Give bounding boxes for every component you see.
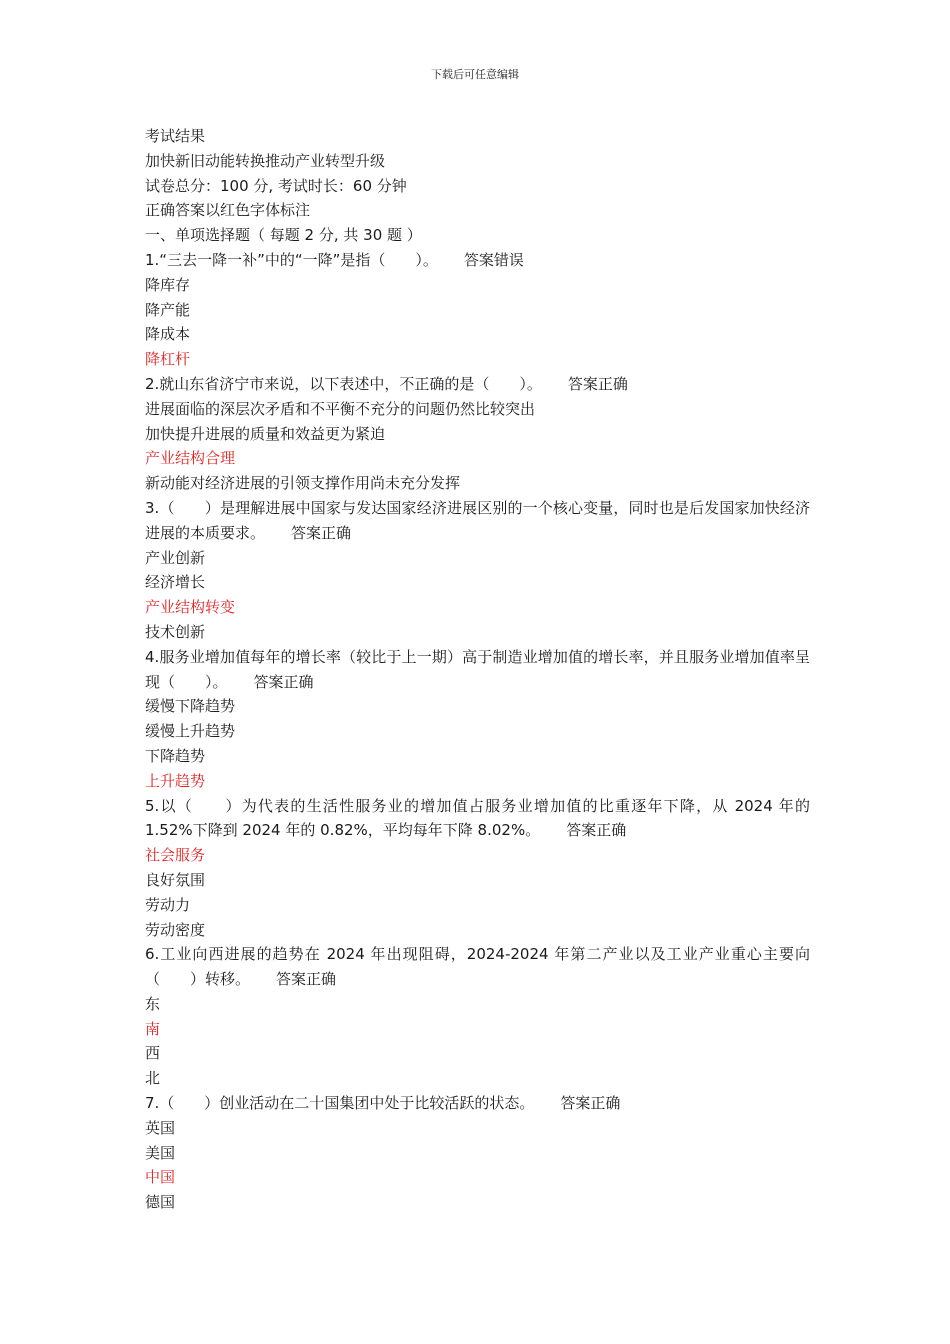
question-stem [145,794,810,844]
question-3 [145,496,810,645]
question-text: 7.（ ）创业活动在二十国集团中处于比较活跃的状态。 [145,1094,535,1113]
correct-option: 南 [145,1019,161,1038]
correct-option: 产业结构合理 [145,449,236,468]
question-text: 3.（ ）是理解进展中国家与发达国家经济进展区别的一个核心变量，同时也是后发国家加快经济进展的本质要求。 [145,498,810,542]
option: 降成本 [145,325,191,344]
answer-status: 答案正确 [567,374,628,393]
exam-title: 考试结果 [145,127,206,145]
option: 英国 [145,1118,176,1137]
question-text: 5.以（ ）为代表的生活性服务业的增加值占服务业增加值的比重逐年下降，从 2024 年的 1.52%下降到 2024 年的 0.82%，平均每年下降 8.02%。 [145,796,810,840]
option: 德国 [145,1193,176,1212]
page-header: 下载后可任意编辑 [431,68,519,81]
question-6 [145,942,810,1091]
correct-option: 降杠杆 [145,350,191,369]
option: 北 [145,1069,161,1088]
option: 缓慢上升趋势 [145,722,236,741]
score-info: 试卷总分：100 分, 考试时长：60 分钟 [145,176,407,195]
option: 劳动密度 [145,920,206,939]
question-4 [145,645,810,794]
correct-option: 中国 [145,1168,176,1187]
option: 劳动力 [145,895,191,914]
question-2 [145,372,810,496]
question-stem [145,1091,810,1116]
option: 进展面临的深层次矛盾和不平衡不充分的问题仍然比较突出 [145,399,536,418]
correct-option: 上升趋势 [145,771,206,790]
option: 美国 [145,1143,176,1162]
answer-status: 答案正确 [560,1094,621,1113]
option: 缓慢下降趋势 [145,697,236,716]
answer-status: 答案正确 [291,523,352,542]
option: 降产能 [145,300,191,319]
correct-option: 社会服务 [145,846,206,865]
option: 降库存 [145,275,191,294]
question-stem [145,942,810,992]
question-text: 6.工业向西进展的趋势在 2024 年出现阻碍，2024-2024 年第二产业以及工业产业重心主要向（ ）转移。 [145,945,810,989]
question-stem [145,248,810,273]
option: 下降趋势 [145,746,206,765]
option: 产业创新 [145,548,206,567]
question-list [145,248,810,1215]
option: 新动能对经济进展的引领支撑作用尚未充分发挥 [145,474,461,493]
answer-note: 正确答案以红色字体标注 [145,201,311,220]
exam-subtitle: 加快新旧动能转换推动产业转型升级 [145,151,386,170]
option: 加快提升进展的质量和效益更为紧迫 [145,424,386,443]
question-1 [145,248,810,372]
question-text: 2.就山东省济宁市来说，以下表述中，不正确的是（ ）。 [145,374,542,393]
section-heading: 一、单项选择题（ 每题 2 分, 共 30 题 ） [145,226,422,245]
question-stem [145,496,810,546]
option: 良好氛围 [145,870,206,889]
question-stem [145,645,810,695]
answer-status: 答案正确 [276,970,337,989]
answer-status: 答案正确 [566,821,627,840]
option: 东 [145,994,161,1013]
option: 西 [145,1044,161,1063]
answer-status: 答案错误 [463,250,524,269]
question-5 [145,794,810,943]
question-stem [145,372,810,397]
option: 经济增长 [145,573,206,592]
option: 技术创新 [145,622,206,641]
question-text: 1.“三去一降一补”中的“一降”是指（ ）。 [145,250,438,269]
question-text: 4.服务业增加值每年的增长率（较比于上一期）高于制造业增加值的增长率，并且服务业增加值率呈现（ ）。 [145,647,810,691]
question-7 [145,1091,810,1215]
exam-content [145,124,810,1215]
answer-status: 答案正确 [253,672,314,691]
correct-option: 产业结构转变 [145,598,236,617]
